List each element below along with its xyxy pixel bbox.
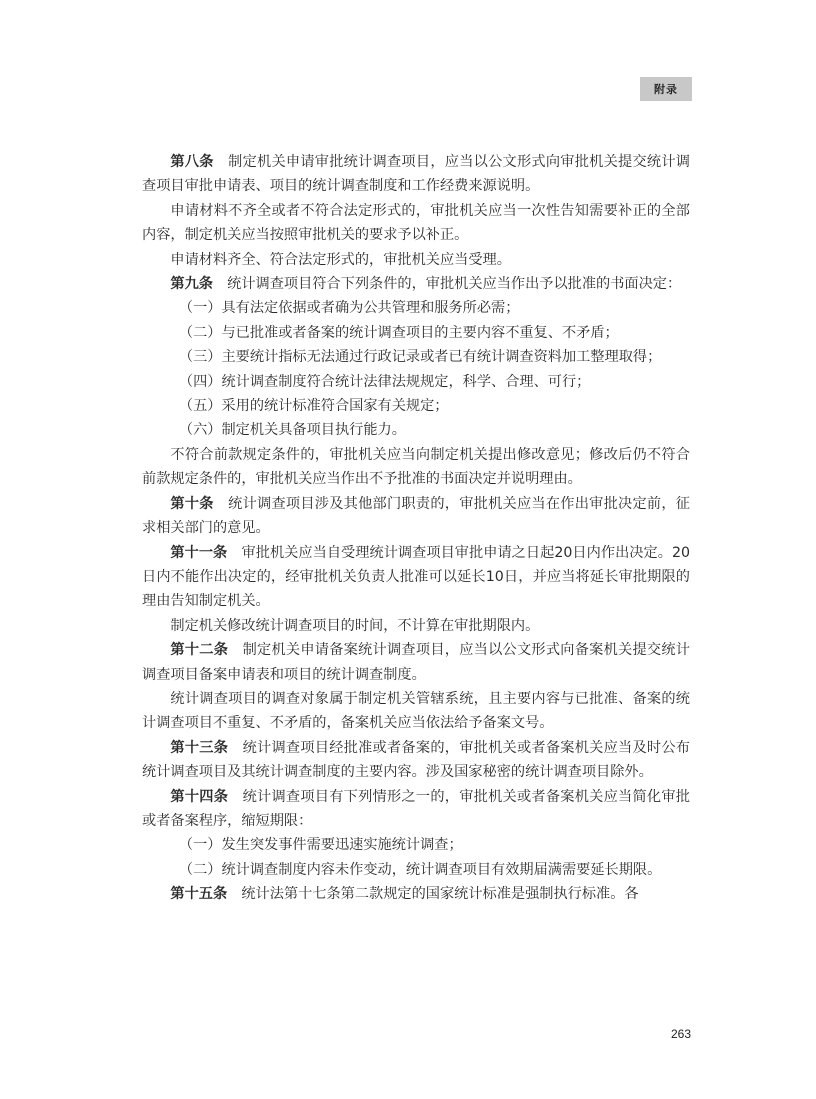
paragraph-text: 制定机关修改统计调查项目的时间，不计算在审批期限内。	[170, 617, 540, 634]
list-item	[142, 370, 690, 394]
paragraph-text: 统计法第十七条第二款规定的国家统计标准是强制执行标准。各	[227, 886, 639, 903]
article-label: 第九条	[170, 276, 213, 293]
list-item	[142, 418, 690, 442]
paragraph	[142, 541, 690, 614]
paragraph-text: （四）统计调查制度符合统计法律法规规定，科学、合理、可行；	[178, 373, 591, 390]
article-label: 第十四条	[170, 788, 229, 805]
paragraph	[142, 785, 690, 834]
paragraph-text: 统计调查项目经批准或者备案的，审批机关或者备案机关应当及时公布统计调查项目及其统计调查制度的主要内容。涉及国家秘密的统计调查项目除外。	[142, 739, 690, 781]
article-label: 第十五条	[170, 886, 228, 903]
paragraph-text: （一）具有法定依据或者确为公共管理和服务所必需；	[178, 300, 520, 317]
paragraph	[142, 614, 690, 638]
list-item	[142, 296, 690, 320]
paragraph-text: 统计调查项目符合下列条件的，审批机关应当作出予以批准的书面决定：	[212, 276, 682, 293]
paragraph-text: 统计调查项目涉及其他部门职责的，审批机关应当在作出审批决定前，征求相关部门的意见。	[142, 495, 690, 537]
article-label: 第十一条	[170, 544, 228, 561]
document-body	[142, 150, 690, 907]
list-item	[142, 321, 690, 345]
paragraph-text: （一）发生突发事件需要迅速实施统计调查；	[178, 837, 463, 854]
paragraph-text: （三）主要统计指标无法通过行政记录或者已有统计调查资料加工整理取得；	[178, 349, 662, 366]
paragraph-text: 制定机关申请审批统计调查项目，应当以公文形式向审批机关提交统计调查项目审批申请表、项目的统计调查制度和工作经费来源说明。	[142, 154, 690, 195]
paragraph	[142, 248, 690, 272]
paragraph	[142, 687, 690, 736]
paragraph	[142, 882, 690, 906]
paragraph	[142, 638, 690, 687]
paragraph-text: 申请材料不齐全或者不符合法定形式的，审批机关应当一次性告知需要补正的全部内容，制定机关应当按照审批机关的要求予以补正。	[142, 202, 690, 244]
paragraph-text: 不符合前款规定条件的，审批机关应当向制定机关提出修改意见；修改后仍不符合前款规定条件的，审批机关应当作出不予批准的书面决定并说明理由。	[142, 446, 690, 488]
paragraph-text: 统计调查项目有下列情形之一的，审批机关或者备案机关应当简化审批或者备案程序，缩短期限：	[142, 788, 690, 829]
paragraph	[142, 199, 690, 248]
paragraph-text: 制定机关申请备案统计调查项目，应当以公文形式向备案机关提交统计调查项目备案申请表和项目的统计调查制度。	[142, 642, 690, 683]
article-label: 第八条	[170, 154, 214, 170]
list-item	[142, 833, 690, 857]
paragraph-text: （二）与已批准或者备案的统计调查项目的主要内容不重复、不矛盾；	[178, 324, 619, 341]
paragraph-text: 申请材料齐全、符合法定形式的，审批机关应当受理。	[170, 251, 511, 268]
paragraph-text: 审批机关应当自受理统计调查项目审批申请之日起20日内作出决定。20日内不能作出决定的，经审批机关负责人批准可以延长10日，并应当将延长审批期限的理由告知制定机关。	[142, 544, 690, 610]
paragraph-text: （二）统计调查制度内容未作变动，统计调查项目有效期届满需要延长期限。	[178, 861, 662, 878]
list-item	[142, 858, 690, 882]
article-label: 第十三条	[170, 739, 229, 756]
paragraph-text: （六）制定机关具备项目执行能力。	[178, 422, 406, 439]
list-item	[142, 345, 690, 369]
paragraph-text: 统计调查项目的调查对象属于制定机关管辖系统，且主要内容与已批准、备案的统计调查项目不重复、不矛盾的，备案机关应当依法给予备案文号。	[142, 690, 690, 732]
paragraph	[142, 443, 690, 492]
paragraph	[142, 150, 690, 199]
paragraph	[142, 736, 690, 785]
paragraph-text: （五）采用的统计标准符合国家有关规定；	[178, 398, 449, 415]
page-number: 263	[671, 1027, 692, 1041]
list-item	[142, 394, 690, 418]
section-tab-appendix: 附录	[640, 77, 692, 101]
article-label: 第十条	[170, 495, 214, 512]
article-label: 第十二条	[170, 642, 229, 659]
paragraph	[142, 492, 690, 541]
paragraph	[142, 272, 690, 296]
